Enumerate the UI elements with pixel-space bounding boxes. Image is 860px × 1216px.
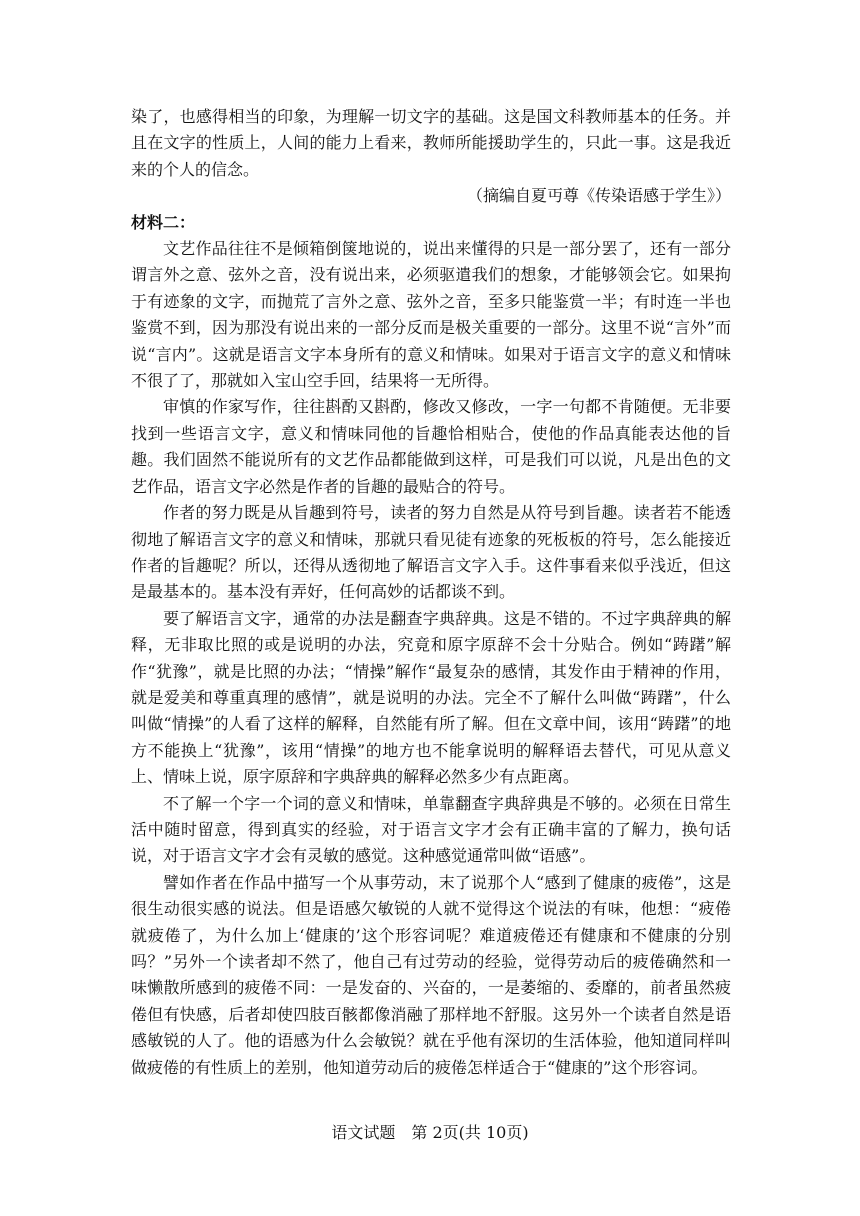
section-heading: 材料二： [131,212,196,232]
paragraph-2: 审慎的作家写作，往往斟酌又斟酌，修改又修改，一字一句都不肯随便。无非要找到一些语言文字，意义和情味同他的旨趣恰相贴合，使他的作品真能表达他的旨趣。我们固然不能说所有的文艺作品都能做到这样，可是我们可以说，凡是出色的文艺作品，语言文字必然是作者的旨趣的最贴合的符号。 [131,397,731,496]
paragraph-3: 作者的努力既是从旨趣到符号，读者的努力自然是从符号到旨趣。读者若不能透彻地了解语言文字的意义和情味，那就只看见徒有迹象的死板板的符号，怎么能接近作者的旨趣呢？所以，还得从透彻地了解语言文字入手。这件事看来似乎浅近，但这是最基本的。基本没有弄好，任何高妙的话都谈不到。 [131,503,731,602]
page-footer: 语文试题 第 2页(共 10页) [331,1123,529,1142]
paragraph-5: 不了解一个字一个词的意义和情味，单靠翻查字典辞典是不够的。必须在日常生活中随时留意，得到真实的经验，对于语言文字才会有正确丰富的了解力，换句话说，对于语言文字才会有灵敏的感觉。这种感觉通常叫做“语感”。 [131,793,731,866]
paragraph-4: 要了解语言文字，通常的办法是翻查字典辞典。这是不错的。不过字典辞典的解释，无非取比照的或是说明的办法，究竟和原字原辞不会十分贴合。例如“踌躇”解作“犹豫”，就是比照的办法；“情操”解作“最复杂的感情，其发作由于精神的作用，就是爱美和尊重真理的感情”，就是说明的办法。完全不了解什么叫做“踌躇”，什么叫做“情操”的人看了这样的解释，自然能有所了解。但在文章中间，该用“踌躇”的地方不能换上“犹豫”，该用“情操”的地方也不能拿说明的解释语去替代，可见从意义上、情味上说，原字原辞和字典辞典的解释必然多少有点距离。 [131,608,731,787]
paragraph-1: 文艺作品往往不是倾箱倒箧地说的，说出来懂得的只是一部分罢了，还有一部分谓言外之意、弦外之音，没有说出来，必须驱遣我们的想象，才能够领会它。如果拘于有迹象的文字，而抛荒了言外之意、弦外之音，至多只能鉴赏一半；有时连一半也鉴赏不到，因为那没有说出来的一部分反而是极关重要的一部分。这里不说“言外”而说“言内”。这就是语言文字本身所有的意义和情味。如果对于语言文字的意义和情味不很了了，那就如入宝山空手回，结果将一无所得。 [131,239,731,391]
continued-paragraph: 染了，也感得相当的印象，为理解一切文字的基础。这是国文科教师基本的任务。并且在文字的性质上，人间的能力上看来，教师所能援助学生的，只此一事。这是我近来的个人的信念。 [131,107,731,179]
paragraph-6: 譬如作者在作品中描写一个从事劳动，末了说那个人“感到了健康的疲倦”，这是很生动很实感的说法。但是语感欠敏锐的人就不觉得这个说法的有味，他想：“疲倦就疲倦了，为什么加上‘健康的’这个形容词呢？难道疲倦还有健康和不健康的分别吗？”另外一个读者却不然了，他自己有过劳动的经验，觉得劳动后的疲倦确然和一味懒散所感到的疲倦不同：一是发奋的、兴奋的，一是萎缩的、委靡的，前者虽然疲倦但有快感，后者却使四肢百骸都像消融了那样地不舒服。这另外一个读者自然是语感敏锐的人了。他的语感为什么会敏锐？就在乎他有深切的生活体验，他知道同样叫做疲倦的有性质上的差别，他知道劳动后的疲倦怎样适合于“健康的”这个形容词。 [131,872,731,1077]
document-body [131,104,731,1081]
source-citation: （摘编自夏丏尊《传染语感于学生》） [466,186,731,206]
